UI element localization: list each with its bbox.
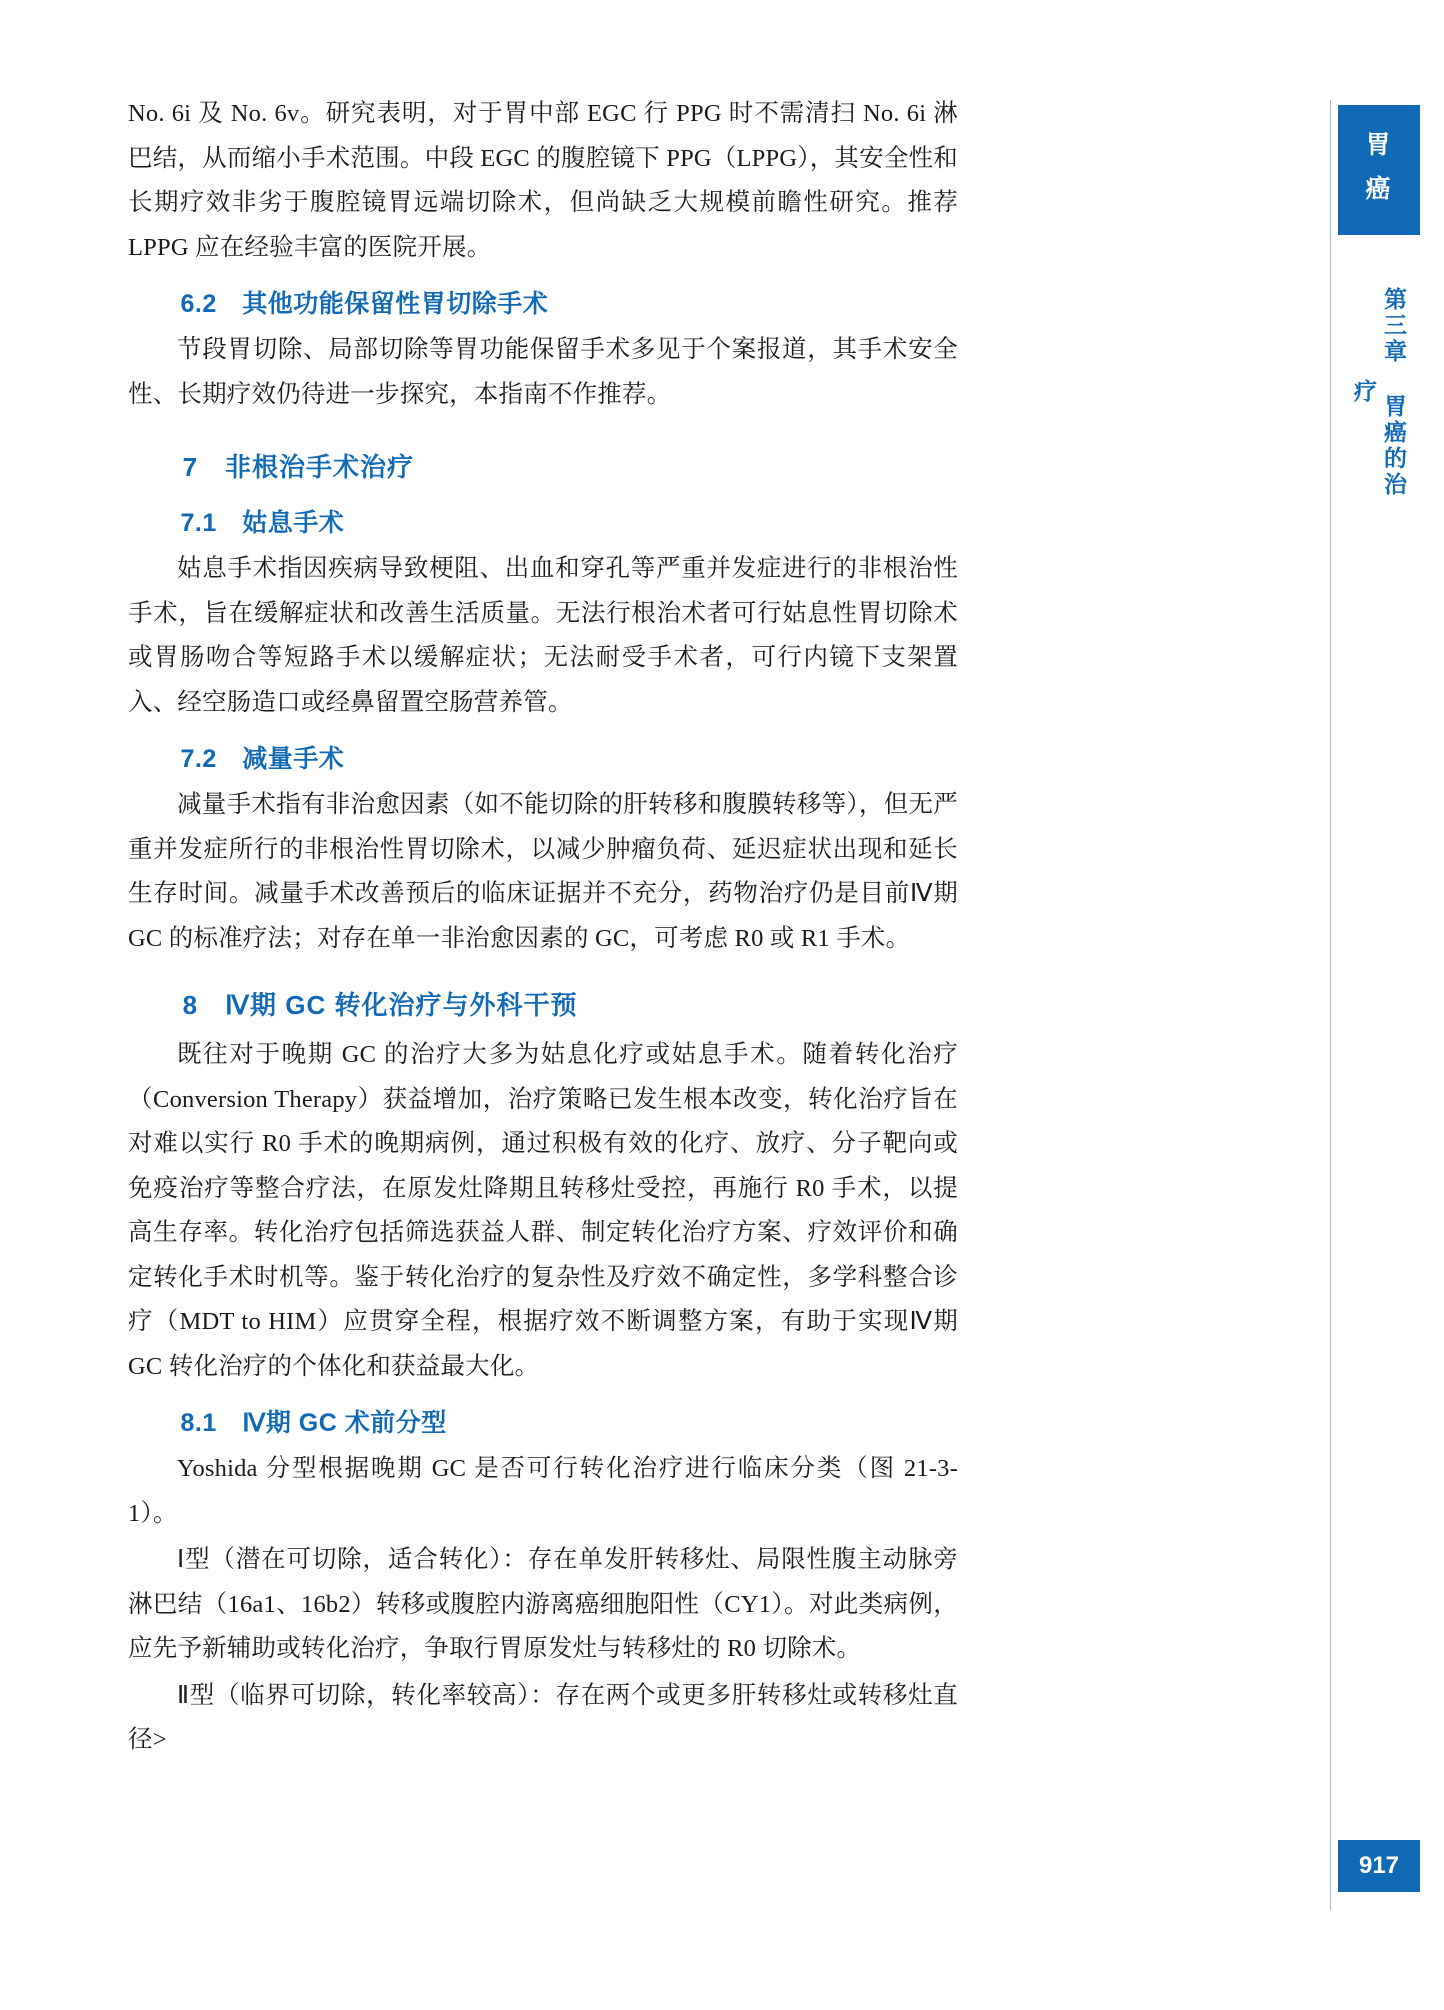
side-rail <box>1324 0 1444 2010</box>
heading-6-2: 6.2 其他功能保留性胃切除手术 <box>180 290 549 318</box>
heading-7: 7 非根治手术治疗 <box>182 452 415 482</box>
side-tab-title <box>1338 105 1420 235</box>
side-tab-title-char-1: 胃 <box>1365 131 1393 159</box>
side-tab-chapter <box>1338 282 1420 502</box>
heading-7-1: 7.1 姑息手术 <box>180 509 345 537</box>
side-tab-title-char-2: 癌 <box>1365 175 1393 203</box>
paragraph-reduction-surgery: 减量手术指有非治愈因素（如不能切除的肝转移和腹膜转移等），但无严重并发症所行的非根治性胃切除术，以减少肿瘤负荷、延迟症状出现和延长生存时间。减量手术改善预后的临床证据并不充分，药物治疗仍是目前Ⅳ期 GC 的标准疗法；对存在单一非治愈因素的 GC，可考虑 R0 或 R1 手术。 <box>128 791 958 952</box>
paragraph-type-2: Ⅱ型（临界可切除，转化率较高）：存在两个或更多肝转移灶或转移灶直径> <box>128 1681 958 1753</box>
paragraph-palliative-surgery: 姑息手术指因疾病导致梗阻、出血和穿孔等严重并发症进行的非根治性手术，旨在缓解症状和改善生活质量。无法行根治术者可行姑息性胃切除术或胃肠吻合等短路手术以缓解症状；无法耐受手术者，可行内镜下支架置入、经空肠造口或经鼻留置空肠营养管。 <box>128 555 958 716</box>
text-column <box>128 92 958 1765</box>
paragraph-no6i: No. 6i 及 No. 6v。研究表明，对于胃中部 EGC 行 PPG 时不需清扫 No. 6i 淋巴结，从而缩小手术范围。中段 EGC 的腹腔镜下 PPG（LPPG），其安全性和长期疗效非劣于腹腔镜胃远端切除术，但尚缺乏大规模前瞻性研究。推荐 LPPG 应在经验丰富的医院开展。 <box>128 100 958 261</box>
rail-divider <box>1330 100 1331 1910</box>
paragraph-other-function-preserving: 节段胃切除、局部切除等胃功能保留手术多见于个案报道，其手术安全性、长期疗效仍待进一步探究，本指南不作推荐。 <box>128 336 958 408</box>
side-tab-chapter-label: 第三章 胃癌的治疗 <box>1351 286 1407 498</box>
paragraph-type-1: Ⅰ型（潜在可切除，适合转化）：存在单发肝转移灶、局限性腹主动脉旁淋巴结（16a1、16b2）转移或腹腔内游离癌细胞阳性（CY1）。对此类病例，应先予新辅助或转化治疗，争取行胃原发灶与转移灶的 R0 切除术。 <box>128 1546 958 1662</box>
heading-8-1: 8.1 Ⅳ期 GC 术前分型 <box>180 1409 447 1437</box>
paragraph-conversion-therapy: 既往对于晚期 GC 的治疗大多为姑息化疗或姑息手术。随着转化治疗（Conversion Therapy）获益增加，治疗策略已发生根本改变，转化治疗旨在对难以实行 R0 手术的晚期病例，通过积极有效的化疗、放疗、分子靶向或免疫治疗等整合疗法，在原发灶降期且转移灶受控，再施行 R0 手术，以提高生存率。转化治疗包括筛选获益人群、制定转化治疗方案、疗效评价和确定转化手术时机等。鉴于转化治疗的复杂性及疗效不确定性，多学科整合诊疗（MDT to HIM）应贯穿全程，根据疗效不断调整方案，有助于实现Ⅳ期 GC 转化治疗的个体化和获益最大化。 <box>128 1041 958 1380</box>
page-number: 917 <box>1338 1840 1420 1892</box>
paragraph-yoshida-classification: Yoshida 分型根据晚期 GC 是否可行转化治疗进行临床分类（图 21-3-1）。 <box>128 1455 958 1527</box>
heading-8: 8 Ⅳ期 GC 转化治疗与外科干预 <box>182 990 578 1020</box>
heading-7-2: 7.2 减量手术 <box>180 745 345 773</box>
